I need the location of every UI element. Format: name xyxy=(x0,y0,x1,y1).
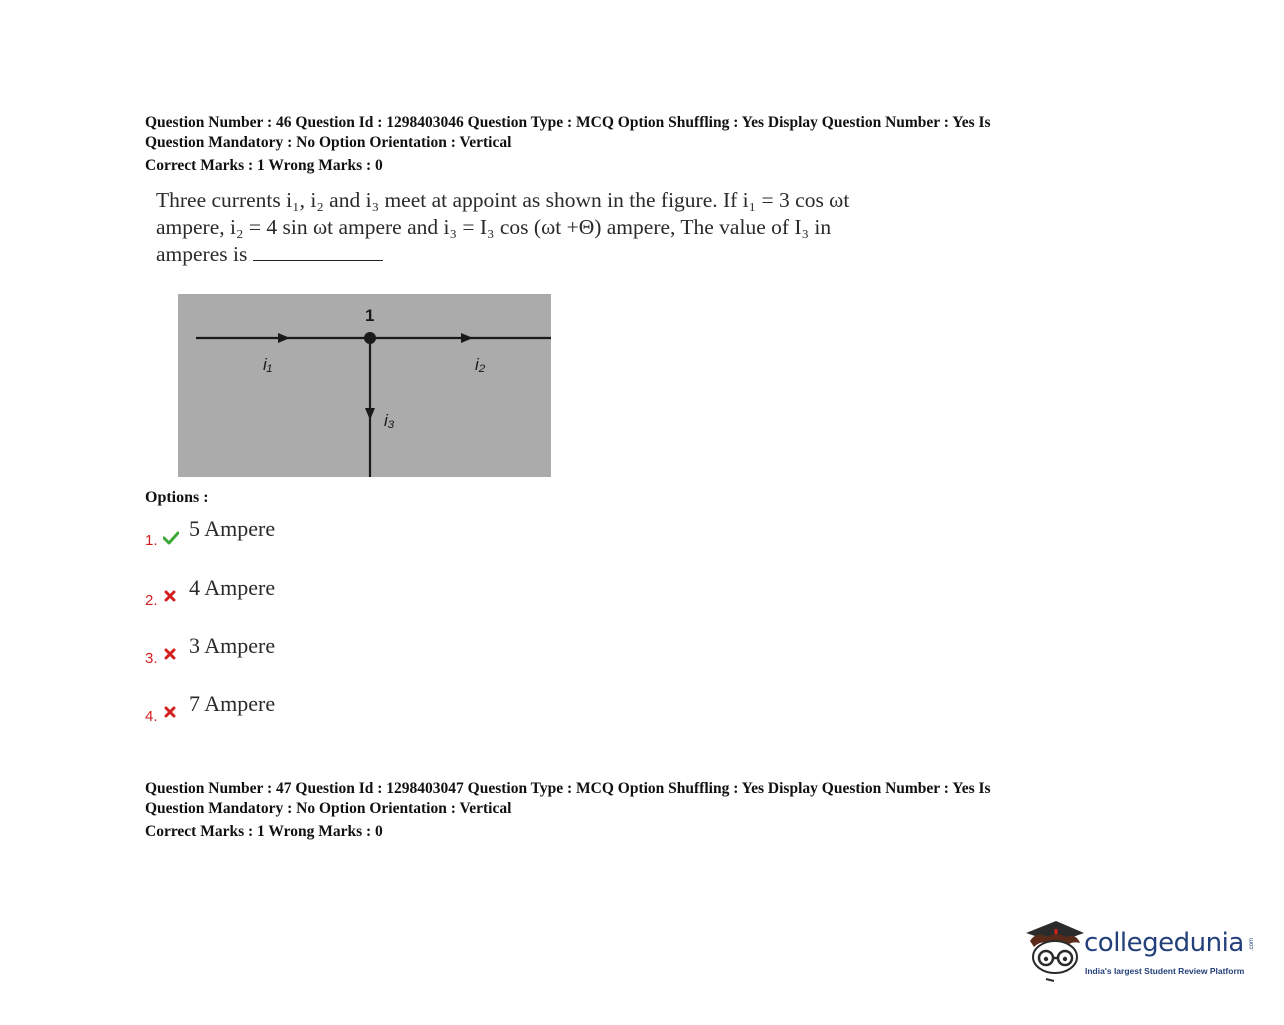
option-4-text: 7 Ampere xyxy=(189,691,276,716)
question-text-line-1: Three currents i₁, i₂ and i₃ meet at appoint as shown in the figure. If i₁ = 3 cos ωt xyxy=(156,188,850,212)
node-label: 1 xyxy=(365,306,375,325)
circuit-junction-figure xyxy=(178,294,551,477)
option-2-number: 2. xyxy=(145,592,158,609)
question-47-meta-line-2: Question Mandatory : No Option Orientation : Vertical xyxy=(145,800,512,817)
logo-wordmark: collegedunia xyxy=(1084,928,1244,958)
options-title: Options : xyxy=(145,489,209,506)
option-4-number: 4. xyxy=(145,708,158,725)
question-46-meta-line-2: Question Mandatory : No Option Orientation : Vertical xyxy=(145,134,512,151)
question-46-meta-line-1: Question Number : 46 Question Id : 1298403046 Question Type : MCQ Option Shuffling : Yes Display Question Number : Yes Is xyxy=(145,114,991,131)
question-text-line-3-text: amperes is xyxy=(156,242,248,266)
junction-node xyxy=(364,332,376,344)
option-1-text: 5 Ampere xyxy=(189,516,276,541)
question-text-line-3 xyxy=(156,241,383,268)
question-47-marks: Correct Marks : 1 Wrong Marks : 0 xyxy=(145,823,383,840)
question-46-text xyxy=(156,187,956,271)
logo-suffix: .com xyxy=(1249,937,1255,951)
option-3-number: 3. xyxy=(145,650,158,667)
wrong-cross-icon xyxy=(163,706,177,718)
label-i2: i₂ xyxy=(475,355,486,374)
correct-check-icon xyxy=(163,531,179,545)
question-47-meta-line-1: Question Number : 47 Question Id : 1298403047 Question Type : MCQ Option Shuffling : Yes Display Question Number : Yes Is xyxy=(145,780,991,797)
logo-tagline: India's largest Student Review Platform xyxy=(1085,966,1245,976)
wrong-cross-icon xyxy=(163,590,177,602)
wrong-cross-icon xyxy=(163,648,177,660)
label-i3: i₃ xyxy=(384,411,395,430)
option-3-text: 3 Ampere xyxy=(189,633,276,658)
option-2-text: 4 Ampere xyxy=(189,575,276,600)
answer-blank xyxy=(253,242,383,261)
question-46-marks: Correct Marks : 1 Wrong Marks : 0 xyxy=(145,157,383,174)
option-1-number: 1. xyxy=(145,532,158,549)
question-text-line-2: ampere, i₂ = 4 sin ωt ampere and i₃ = I₃ cos (ωt +Θ) ampere, The value of I₃ in xyxy=(156,215,832,239)
label-i1: i₁ xyxy=(263,355,273,374)
